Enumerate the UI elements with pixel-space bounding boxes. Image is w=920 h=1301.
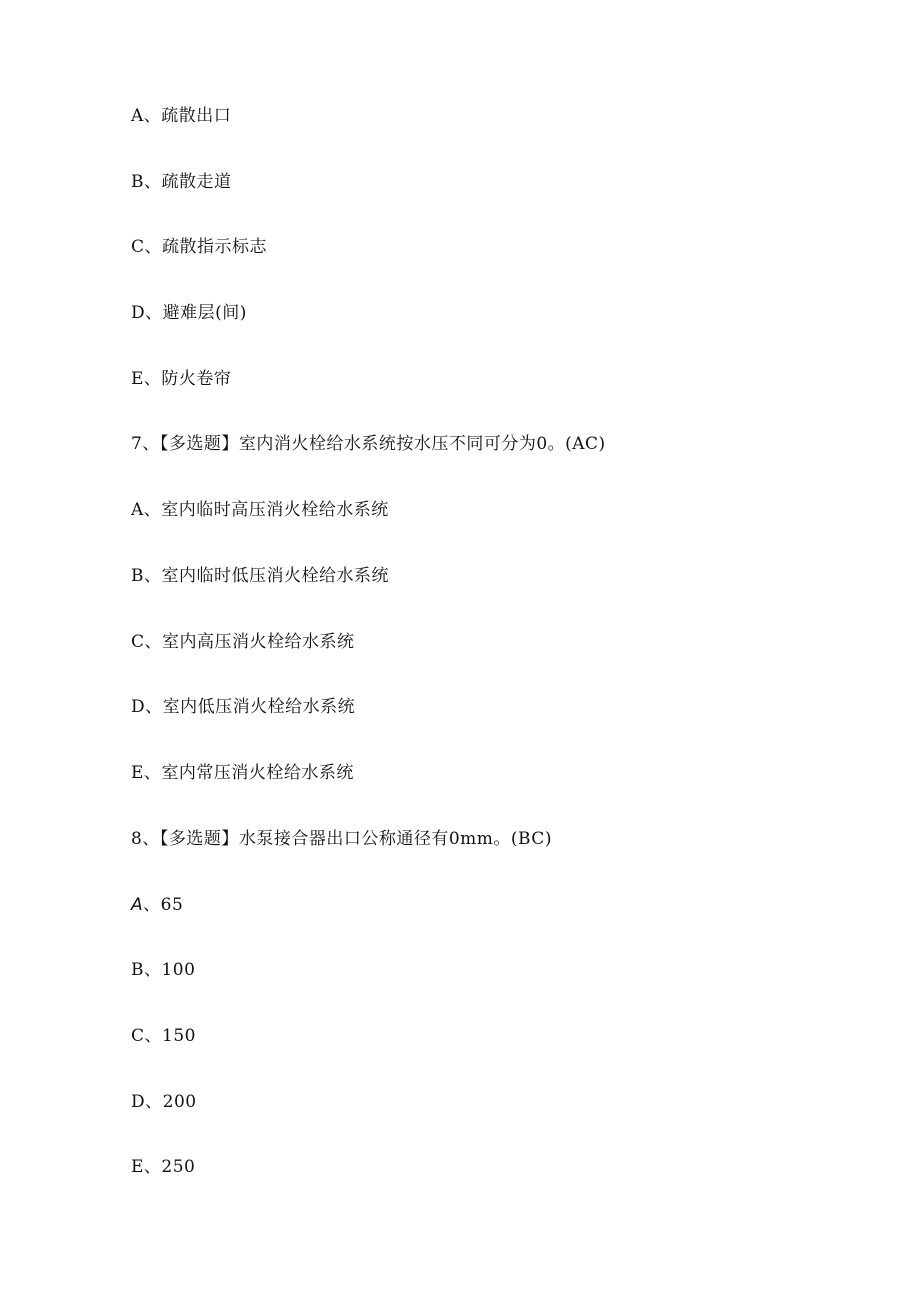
q7-option-e: E、室内常压消火栓给水系统 bbox=[131, 763, 354, 783]
q7-option-b: B、室内临时低压消火栓给水系统 bbox=[131, 566, 389, 586]
q7-option-c: C、室内高压消火栓给水系统 bbox=[131, 632, 355, 652]
q6-option-d: D、避难层(间) bbox=[131, 303, 247, 323]
q7-option-a: A、室内临时高压消火栓给水系统 bbox=[131, 500, 389, 520]
q8-question: 8、【多选题】水泵接合器出口公称通径有0mm。(BC) bbox=[131, 829, 552, 849]
q6-option-e: E、防火卷帘 bbox=[131, 369, 232, 389]
q6-option-b: B、疏散走道 bbox=[131, 172, 232, 192]
q7-option-d: D、室内低压消火栓给水系统 bbox=[131, 697, 356, 717]
q8-option-a-letter: A bbox=[131, 895, 144, 915]
q8-option-e: E、250 bbox=[131, 1157, 196, 1177]
q8-option-a bbox=[131, 893, 183, 917]
q8-option-d: D、200 bbox=[131, 1092, 197, 1112]
q8-option-c: C、150 bbox=[131, 1026, 196, 1046]
q8-option-b: B、100 bbox=[131, 960, 196, 980]
q6-option-a: A、疏散出口 bbox=[131, 106, 232, 126]
q7-question: 7、【多选题】室内消火栓给水系统按水压不同可分为0。(AC) bbox=[131, 434, 606, 454]
q6-option-c: C、疏散指示标志 bbox=[131, 237, 268, 257]
q8-option-a-value: 、65 bbox=[143, 895, 184, 915]
